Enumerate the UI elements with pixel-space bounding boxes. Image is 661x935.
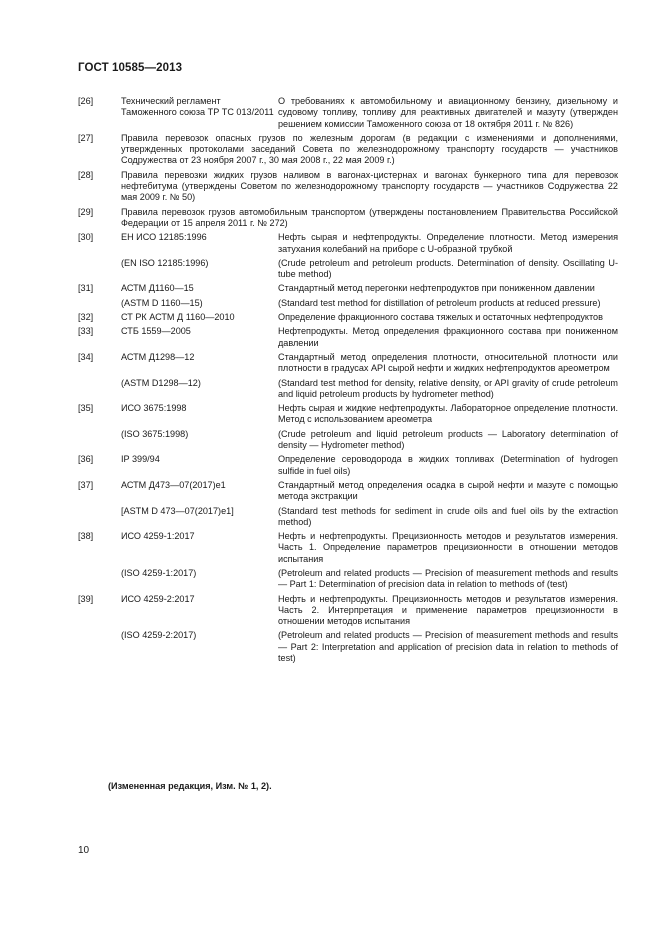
reference-description: (Petroleum and related products — Precision of measurement methods and results — Part 2: Interpretation and application of precision data in relation to methods of test) [278, 630, 618, 664]
document-header: ГОСТ 10585—2013 [78, 62, 183, 74]
reference-entry [78, 312, 618, 323]
reference-number: [35] [78, 403, 94, 414]
page-number: 10 [78, 845, 90, 856]
reference-code: (ISO 4259-2:2017) [121, 630, 197, 641]
reference-number: [31] [78, 283, 94, 294]
reference-entry [78, 531, 618, 590]
reference-description: Определение фракционного состава тяжелых и остаточных нефтепродуктов [278, 312, 603, 323]
reference-number: [38] [78, 531, 94, 542]
reference-number: [28] [78, 169, 94, 180]
reference-code: ЕН ИСО 12185:1996 [121, 232, 207, 243]
reference-entry [78, 403, 618, 451]
reference-description: Стандартный метод определения плотности, относительной плотности или плотности в градусах API сырой нефти и жидких нефтепродуктов ареометром [278, 351, 618, 374]
reference-description: Нефть сырая и нефтепродукты. Определение плотности. Метод измерения затухания колебаний на приборе с U-образной трубкой [278, 232, 618, 254]
reference-entry [78, 480, 618, 528]
reference-code: (ISO 4259-1:2017) [121, 567, 197, 578]
reference-number: [29] [78, 206, 94, 217]
reference-number: [34] [78, 351, 94, 362]
reference-text: Правила перевозок грузов автомобильным транспортом (утверждены постановлением Правительства Российской Федерации от 15 апреля 2011 г. № 272) [121, 206, 618, 228]
reference-description: Стандартный метод определения осадка в сырой нефти и мазуте с помощью метода экстракции [278, 479, 618, 502]
reference-code: ИСО 4259-1:2017 [121, 531, 195, 542]
reference-code: Технический регламент Таможенного союза ТР ТС 013/2011 [121, 96, 274, 118]
reference-text: Правила перевозок опасных грузов по железным дорогам (в редакции с изменениями и дополнениями, утвержденных протоколами заседаний Совета по железнодорожному транспорту государств — участников Содружества от 23 ноября 2007 г., 30 мая 2008 г., 22 мая 2009 г.) [121, 132, 618, 166]
reference-number: [36] [78, 454, 94, 465]
reference-description: О требованиях к автомобильному и авиационному бензину, дизельному и судовому топливу, топливу для реактивных двигателей и мазуту (утвержден решением комиссии Таможенного союза от 18 октября 2011 г. № 826) [278, 96, 618, 129]
reference-text: Правила перевозки жидких грузов наливом в вагонах-цистернах и вагонах бункерного типа для перевозок нефтебитума (утверждены Советом по железнодорожному транспорту государств — участников Содружества 22 мая 2009 г. № 50) [121, 169, 618, 203]
reference-entry [78, 207, 618, 230]
references-list [78, 96, 618, 667]
reference-entry [78, 283, 618, 309]
reference-code: (ISO 3675:1998) [121, 428, 189, 439]
reference-description: (Standard test methods for sediment in crude oils and fuel oils by the extraction method) [278, 505, 618, 527]
reference-number: [27] [78, 132, 94, 143]
reference-description: (Standard test method for density, relative density, or API gravity of crude petroleum and liquid petroleum products by hydrometer method) [278, 377, 618, 399]
reference-description: Определение сероводорода в жидких топливах (Determination of hydrogen sulfide in fuel oils) [278, 454, 618, 476]
reference-code: ИСО 4259-2:2017 [121, 593, 195, 604]
reference-code: (EN ISO 12185:1996) [121, 257, 209, 268]
amendment-note: (Измененная редакция, Изм. № 1, 2). [108, 781, 272, 791]
reference-description: (Crude petroleum and liquid petroleum products — Laboratory determination of density — Hydrometer method) [278, 428, 618, 451]
reference-description: (Crude petroleum and petroleum products. Determination of density. Oscillating U-tube method) [278, 257, 618, 280]
reference-number: [32] [78, 312, 94, 323]
reference-number: [33] [78, 326, 94, 337]
reference-number: [26] [78, 96, 94, 106]
reference-entry [78, 454, 618, 477]
reference-code: АСТМ Д1160—15 [121, 283, 194, 294]
reference-description: (Standard test method for distillation of petroleum products at reduced pressure) [278, 297, 601, 308]
reference-description: Нефть и нефтепродукты. Прецизионность методов и результатов измерения. Часть 2. Интерпретация и применение параметров прецизионности в отношении методов испытания [278, 593, 618, 627]
reference-code: (ASTM D 1160—15) [121, 297, 203, 308]
reference-entry [78, 326, 618, 349]
reference-code: СТБ 1559—2005 [121, 326, 191, 337]
reference-entry [78, 352, 618, 400]
reference-entry [78, 170, 618, 204]
reference-code: IP 399/94 [121, 454, 160, 465]
reference-description: Нефтепродукты. Метод определения фракционного состава при пониженном давлении [278, 326, 618, 348]
reference-description: (Petroleum and related products — Precision of measurement methods and results — Part 1: Determination of precision data in relation to methods of (test) [278, 567, 618, 590]
reference-description: Нефть и нефтепродукты. Прецизионность методов и результатов измерения. Часть 1. Определение параметров прецизионности в отношении методов испытания [278, 531, 618, 564]
reference-code: АСТМ Д473—07(2017)е1 [121, 479, 226, 490]
reference-code: АСТМ Д1298—12 [121, 351, 195, 362]
reference-description: Стандартный метод перегонки нефтепродуктов при пониженном давлении [278, 283, 595, 294]
reference-description: Нефть сырая и жидкие нефтепродукты. Лабораторное определение плотности. Метод с использованием ареометра [278, 403, 618, 425]
reference-code: (ASTM D1298—12) [121, 377, 201, 388]
reference-code: ИСО 3675:1998 [121, 403, 187, 414]
reference-entry [78, 232, 618, 280]
reference-number: [37] [78, 479, 94, 490]
reference-entry [78, 133, 618, 167]
reference-entry [78, 594, 618, 665]
reference-code: [ASTM D 473—07(2017)e1] [121, 505, 234, 516]
reference-code: СТ РК АСТМ Д 1160—2010 [121, 312, 235, 323]
reference-number: [39] [78, 593, 94, 604]
reference-entry [78, 96, 618, 130]
reference-number: [30] [78, 232, 94, 243]
